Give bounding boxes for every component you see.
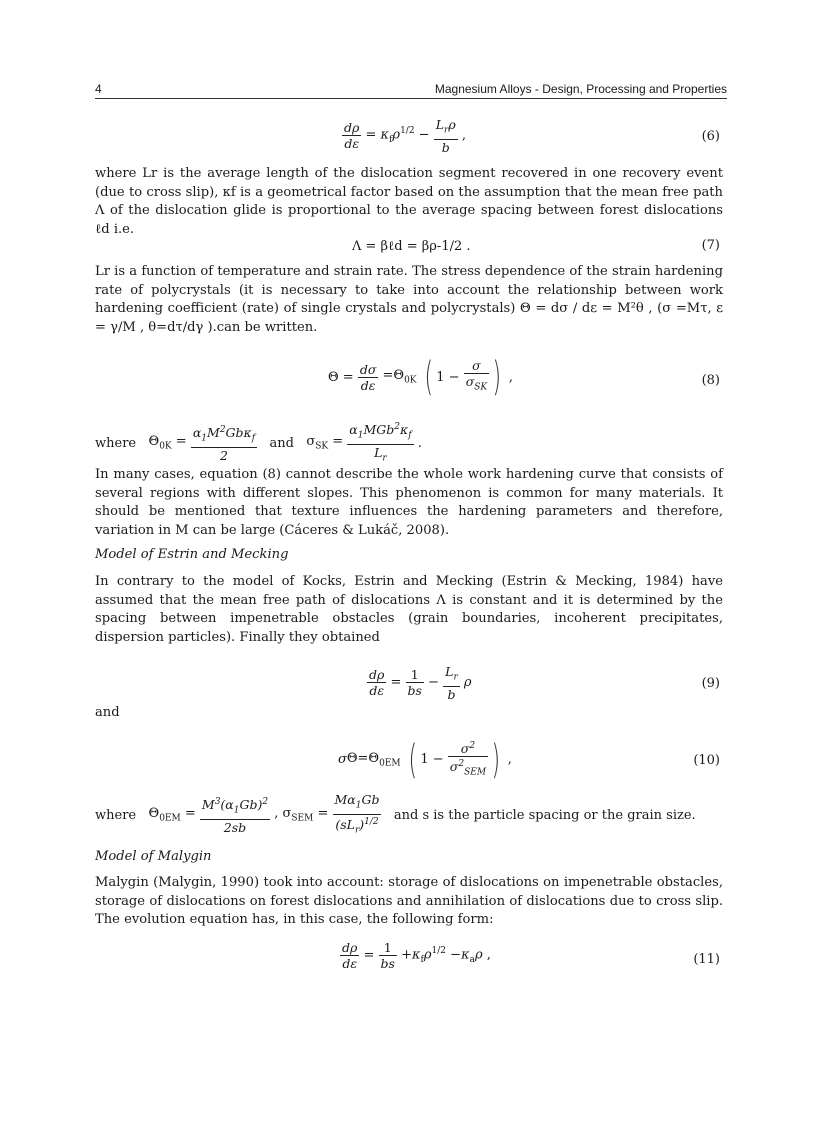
paragraph-2: Lr is a function of temperature and strain rate. The stress dependence of the strain hardening rate of polycrystals (it is necessary to take into account the relationship between work hardening coefficient (rate) of single crystals and polycrystals) Θ = dσ / dε = M²θ , (σ =Mτ, ε = γ/M , θ=dτ/dγ ).can be written. bbox=[95, 264, 723, 335]
equation-10: $\sigma\Theta=\Theta_{0EM}$ ( 1 − $\frac{\sigma^2}{\sigma^2_{SEM}}$ ) , bbox=[338, 736, 512, 783]
running-title: Magnesium Alloys - Design, Processing and Properties bbox=[434, 82, 727, 96]
equation-8-definitions: where $\Theta_{0K}$ = $\frac{\alpha_1M^2Gb\kappa_f}{2}$ and $\sigma_{SK}$ = $\frac{\alpha_1MGb^2\kappa_f}{L_r}$ . bbox=[95, 422, 422, 464]
equation-number-7: (7) bbox=[701, 238, 720, 253]
running-header bbox=[95, 82, 727, 98]
paragraph-5: Malygin (Malygin, 1990) took into account: storage of dislocations on impenetrable obstacles, storage of dislocations on forest dislocations and annihilation of dislocations due to cross slip. The evolution equation has, in this case, the following form: bbox=[95, 875, 723, 928]
definition-tail: and s is the particle spacing or the grain size. bbox=[393, 807, 696, 823]
where-label: where bbox=[95, 435, 137, 451]
equation-number-8: (8) bbox=[701, 373, 720, 388]
paragraph-4: In contrary to the model of Kocks, Estrin and Mecking (Estrin & Mecking, 1984) have assumed that the mean free path of dislocations Λ is constant and it is determined by the spacing between impenetrable obstacles (grain boundaries, incoherent precipitates, dispersion particles). Finally they obtained bbox=[95, 574, 723, 645]
equation-9: $\frac{d\rho}{d\varepsilon}$ = $\frac{1}{bs}$ − $\frac{L_r}{b}$ ρ bbox=[369, 664, 472, 702]
header-rule bbox=[95, 98, 727, 99]
equation-number-6: (6) bbox=[701, 129, 720, 144]
equation-6: $\frac{d\rho}{d\varepsilon}$ = $\kappa_f\rho^{1/2}$ − $\frac{L_r\rho}{b}$ , bbox=[344, 117, 466, 155]
and-label: and bbox=[269, 435, 294, 451]
equation-number-11: (11) bbox=[693, 952, 720, 967]
equation-7: Λ = βℓd = βρ-1/2 . bbox=[352, 239, 471, 254]
equation-number-10: (10) bbox=[693, 753, 720, 768]
and-text: and bbox=[95, 705, 120, 720]
equation-8: Θ = $\frac{d\sigma}{d\varepsilon}$ $=\Theta_{0K}$ ( 1 − $\frac{\sigma}{\sigma_{SK}}$ ) , bbox=[328, 354, 514, 400]
section-heading-estrin-mecking: Model of Estrin and Mecking bbox=[95, 547, 289, 562]
equation-11: $\frac{d\rho}{d\varepsilon}$ = $\frac{1}{bs}$ $+\kappa_f\rho^{1/2} -\kappa_a\rho$ , bbox=[342, 940, 491, 971]
section-heading-malygin: Model of Malygin bbox=[95, 849, 212, 864]
page-number: 4 bbox=[95, 82, 102, 96]
paragraph-3: In many cases, equation (8) cannot describe the whole work hardening curve that consists of several regions with different slopes. This phenomenon is common for many materials. It should be mentioned that texture influences the hardening parameters and therefore, variation in M can be large (Cáceres & Lukáč, 2008). bbox=[95, 467, 723, 538]
paragraph-1: where Lr is the average length of the dislocation segment recovered in one recovery event (due to cross slip), κf is a geometrical factor based on the assumption that the mean free path Λ of the dislocation glide is proportional to the average spacing between forest dislocations ℓd i.e. bbox=[95, 166, 723, 237]
where-label: where bbox=[95, 807, 137, 823]
equation-10-definitions: where $\Theta_{0EM}$ = $\frac{M^3(\alpha_1Gb)^2}{2sb}$ , $\sigma_{SEM}$ = $\frac{M\alpha_1Gb}{(sL_r)^{1/2}}$ and s is the particle spacing or the grain size. bbox=[95, 792, 696, 836]
equation-number-9: (9) bbox=[701, 676, 720, 691]
